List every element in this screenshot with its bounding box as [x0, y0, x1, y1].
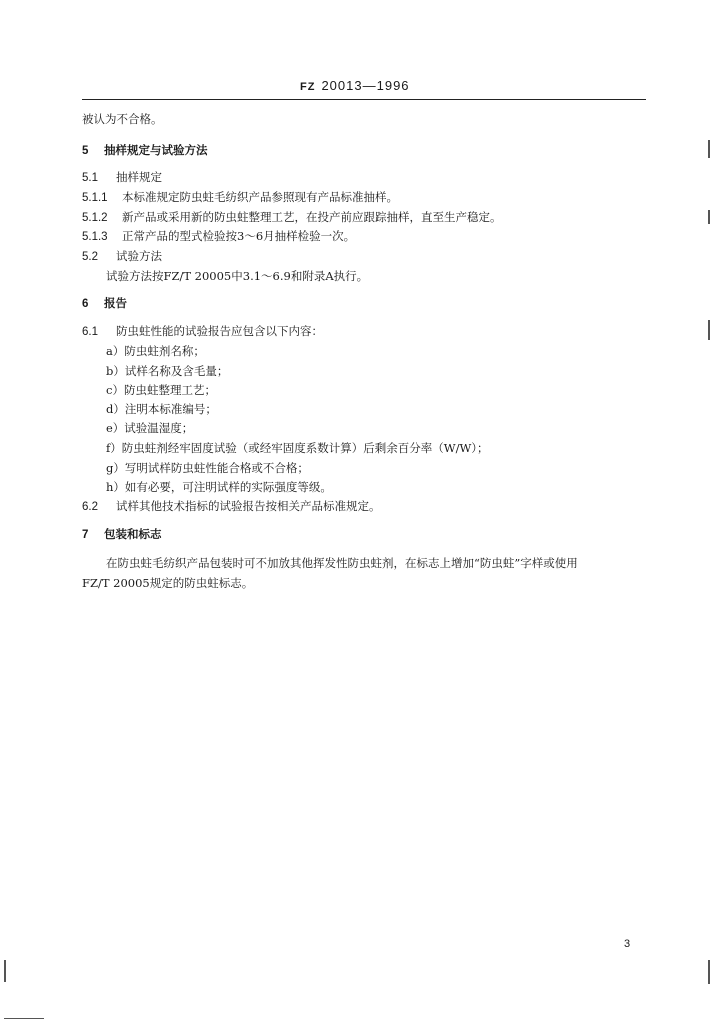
- paragraph-line: FZ/T 20005规定的防虫蛀标志。: [82, 576, 254, 590]
- section-heading-6: 6 报告: [82, 296, 127, 310]
- page-header: [300, 78, 410, 93]
- list-item: a）防虫蛀剂名称；: [106, 344, 205, 358]
- header-rule: [82, 99, 646, 100]
- clause-5-1-3: 5.1.3 正常产品的型式检验按3～6月抽样检验一次。: [82, 229, 356, 243]
- scan-artifact: [708, 210, 710, 224]
- scan-artifact: [4, 1018, 44, 1019]
- clause-5-1-1: 5.1.1 本标准规定防虫蛀毛纺织产品参照现有产品标准抽样。: [82, 190, 398, 204]
- list-item: d）注明本标准编号；: [106, 402, 217, 416]
- clause-5-2: 5.2 试验方法: [82, 249, 162, 263]
- list-item: g）写明试样防虫蛀性能合格或不合格；: [106, 461, 309, 475]
- list-item: h）如有必要，可注明试样的实际强度等级。: [106, 480, 332, 494]
- header-prefix: FZ: [300, 81, 316, 93]
- text-line: 被认为不合格。: [82, 112, 163, 126]
- section-heading-5: 5 抽样规定与试验方法: [82, 143, 208, 157]
- paragraph-line: 在防虫蛀毛纺织产品包装时可不加放其他挥发性防虫蛀剂，在标志上增加“防虫蛀”字样或使用: [106, 556, 578, 570]
- clause-6-1: 6.1 防虫蛀性能的试验报告应包含以下内容：: [82, 324, 323, 338]
- page-number: 3: [624, 938, 631, 950]
- scan-artifact: [708, 320, 710, 340]
- list-item: c）防虫蛀整理工艺；: [106, 383, 216, 397]
- list-item: b）试样名称及含毛量；: [106, 364, 229, 378]
- scan-artifact: [4, 960, 6, 982]
- list-item: e）试验温湿度；: [106, 421, 194, 435]
- clause-5-1-2: 5.1.2 新产品或采用新的防虫蛀整理工艺，在投产前应跟踪抽样，直至生产稳定。: [82, 210, 502, 224]
- section-heading-7: 7 包装和标志: [82, 527, 162, 541]
- text-line: 试验方法按FZ/T 20005中3.1～6.9和附录A执行。: [106, 269, 369, 283]
- standard-code: 20013—1996: [321, 78, 410, 93]
- scan-artifact: [708, 960, 710, 984]
- scan-artifact: [708, 140, 710, 158]
- clause-6-2: 6.2 试样其他技术指标的试验报告按相关产品标准规定。: [82, 499, 381, 513]
- list-item: f）防虫蛀剂经牢固度试验（或经牢固度系数计算）后剩余百分率（W/W）；: [106, 441, 489, 455]
- clause-5-1: 5.1 抽样规定: [82, 170, 162, 184]
